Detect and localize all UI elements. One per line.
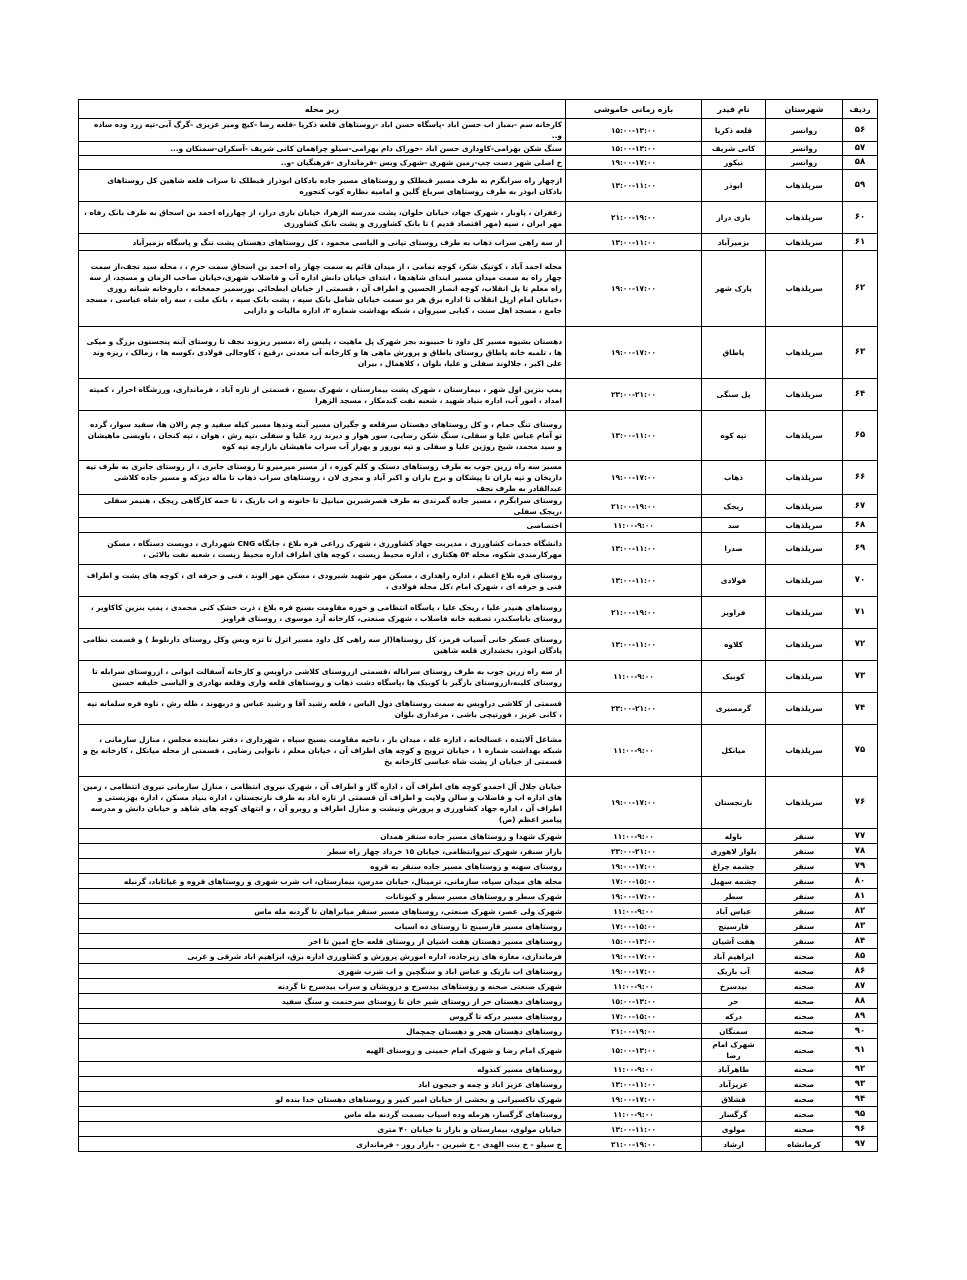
table-row	[79, 859, 878, 874]
table-row	[79, 565, 878, 597]
table-row	[79, 1137, 878, 1152]
row-area: روستاهای مسیر درکه تا گروس	[79, 1009, 566, 1024]
row-number: ۶۸	[843, 518, 878, 533]
row-city: سرپلذهاب	[766, 327, 843, 379]
row-area: محله احمد آباد ، کوتیک شکر، کوچه تمامی ، از میدان قائم به سمت چهار راه احمد بن اسحاق سمت حرم ، ، محله سید نجف،از سمت چهار راه به سمت میدان مسیر ابتدای شاهدها ، ابتدای خیابان دانش اداره آب و فاضلاب شهری،خیابان صاحب الزمان و مسجد، از سه راه معلم تا پل انقلاب، کوچه انصار الحسین و اطراف آن ، قسمتی از خیابان ابطحائی بورسمیر جمعخانه ، داروخانه شبانه روزی ،خیابان امام ازپل انقلاب تا اداره برق هر دو سمت خیابان شامل بانک سپه ، پشت بانک سپه ، بانک ملت ، سه راه شاه عباسی ، مسجد جامع ، مسجد اهل سنت ، کبابی سیروان ، شبکه بهداشت شماره ۲، اداره مالیات و دارایی	[79, 251, 566, 327]
row-time-window: ۱۱:۰۰-۹:۰۰	[566, 1107, 702, 1122]
row-city: صحنه	[766, 964, 843, 979]
row-number: ۹۷	[843, 1137, 878, 1152]
row-time-window: ۱۷:۰۰-۱۵:۰۰	[566, 874, 702, 889]
row-city: سنقر	[766, 934, 843, 949]
table-row	[79, 934, 878, 949]
row-time-window: ۱۱:۰۰-۹:۰۰	[566, 904, 702, 919]
row-time-window: ۱۱:۰۰-۹:۰۰	[566, 518, 702, 533]
row-area: کارخانه سم -بمباز اب حسن اباد -پاسگاه حسن اباد -روستاهای قلعه ذکریا -قلعه رضا -کیچ ومیر عزیزی -گرگ آبی-تپه زرد وده ساده و..	[79, 119, 566, 142]
row-area: روستاهای مسیر دهستان هفت اشیان از روستای قلعه حاج امین تا اخر	[79, 934, 566, 949]
row-city: سرپلذهاب	[766, 533, 843, 565]
row-number: ۷۵	[843, 725, 878, 777]
row-city: صحنه	[766, 1107, 843, 1122]
row-city: سرپلذهاب	[766, 411, 843, 461]
row-city: صحنه	[766, 1009, 843, 1024]
row-time-window: ۱۹:۰۰-۱۷:۰۰	[566, 964, 702, 979]
row-feeder: ذهاب	[702, 461, 766, 495]
row-feeder: کلاوه	[702, 629, 766, 661]
row-time-window: ۲۱:۰۰-۱۹:۰۰	[566, 1024, 702, 1039]
row-city: صحنه	[766, 1039, 843, 1062]
row-number: ۹۵	[843, 1107, 878, 1122]
row-feeder: فراویز	[702, 597, 766, 629]
table-row	[79, 725, 878, 777]
row-feeder: عباس آباد	[702, 904, 766, 919]
row-time-window: ۱۵:۰۰-۱۳:۰۰	[566, 994, 702, 1009]
row-feeder: باوله	[702, 829, 766, 844]
row-time-window: ۱۳:۰۰-۱۱:۰۰	[566, 565, 702, 597]
row-number: ۶۱	[843, 234, 878, 251]
header-feeder: نام فیدر	[702, 100, 766, 119]
row-city: سرپلذهاب	[766, 661, 843, 693]
row-feeder: گرگسار	[702, 1107, 766, 1122]
table-row	[79, 829, 878, 844]
row-area: روستاهای اب باریک و عباس اباد و سنگچین و اب شرب شهری	[79, 964, 566, 979]
row-feeder: عزیزآباد	[702, 1077, 766, 1092]
row-area: روستای قره بلاغ اعظم ، اداره راهداری ، مسکن مهر شهید شیرودی ، مسکن مهر الوند ، فنی و حرفه ای ، کوچه های پشت و اطراف فنی و حرفه ای ، شهرک امام ،کل محله فولادی ،	[79, 565, 566, 597]
row-area: شهرک ولی عصر، شهرک صنعتی، روستاهای مسیر سنقر میانراهان تا گردنه مله ماس	[79, 904, 566, 919]
row-area: روستاهای هنیدر علیا ، ریجک علیا ، پاسگاه انتظامی و حوزه مقاومت بسیج قره بلاغ ، ذرت خشک کنی محمدی ، پمپ بنزین کاکاویر ، روستای باباسکندر، تصفیه خانه فاضلاب ، شهرک صنعتی، کارخانه آرد موسوی ، روستای فراویز	[79, 597, 566, 629]
row-area: پمپ بنزین اول شهر ، بیمارستان ، شهرک پشت بیمارستان ، شهرک بسیج ، قسمتی از تازه آباد ، فرمانداری، ورزشگاه احرار ، کمیته امداد ، امور آب، اداره بنیاد شهید ، شعبه نفت کندمکار ، مسجد الزهرا	[79, 379, 566, 411]
row-area: بازار سنقر، شهرک نیروانتظامی، خیابان ۱۵ خرداد چهار راه سطر	[79, 844, 566, 859]
row-area: روستاهای دهستان هجر و دهستان چمچمال	[79, 1024, 566, 1039]
row-number: ۶۹	[843, 533, 878, 565]
row-time-window: ۲۳:۰۰-۲۱:۰۰	[566, 693, 702, 725]
table-body	[79, 119, 878, 1152]
row-feeder: ارشاد	[702, 1137, 766, 1152]
row-city: سنقر	[766, 844, 843, 859]
header-time: بازه زمانی خاموشی	[566, 100, 702, 119]
row-feeder: چشمه چراغ	[702, 859, 766, 874]
row-number: ۹۶	[843, 1122, 878, 1137]
row-time-window: ۱۱:۰۰-۹:۰۰	[566, 1062, 702, 1077]
row-feeder: قلعه ذکریا	[702, 119, 766, 142]
row-city: روانسر	[766, 119, 843, 142]
row-feeder: بزمیرآباد	[702, 234, 766, 251]
row-time-window: ۱۳:۰۰-۱۱:۰۰	[566, 234, 702, 251]
table-row	[79, 1039, 878, 1062]
row-area: شهرک شهدا و روستاهای مسیر جاده سنقر همدان	[79, 829, 566, 844]
row-city: سرپلذهاب	[766, 495, 843, 518]
row-feeder: هفت آشیان	[702, 934, 766, 949]
row-time-window: ۱۱:۰۰-۹:۰۰	[566, 979, 702, 994]
row-time-window: ۱۱:۰۰-۹:۰۰	[566, 661, 702, 693]
row-number: ۵۷	[843, 142, 878, 156]
row-number: ۶۲	[843, 251, 878, 327]
row-feeder: سمنگان	[702, 1024, 766, 1039]
row-area: دهستان بشیوه مسیر کل داود تا حبیبوند بجز شهرک پل ماهیت ، پلیس راه ،مسیر ریزوند نجف تا روستای آبنه پنجستون بزرگ و میکی ها ، تلمبه خانه پاطاق روستای پاطاق و پرورش ماهی ها و کارخانه آب معدنی ،رقیع ، کاوجالی فولادی ،کوسه ها ، زمالک ، ریزه وند علی اکبر ، جلالوند سفلی و علیا، بلوان ، کلاهمال ، بیران	[79, 327, 566, 379]
row-number: ۹۱	[843, 1039, 878, 1062]
row-area: ازچهار راه سرابگرم به طرف مسیر قبطلک و روستاهای مسیر جاده بادکان ابوذراز قبطلک تا سراب قلعه شاهین کل روستاهای بادکان ابوذر به طرف روستاهای سرباغ گلین و امامیه نظاره کوب کنجوره	[79, 170, 566, 202]
table-row	[79, 964, 878, 979]
row-area: مشاغل آلاینده ، غسالخانه ، اداره غله ، میدان بار ، ناحیه مقاومت بسیج سپاه ، شهرداری ، دفتر نماینده مجلس ، منازل سازمانی ، شبکه بهداشت شماره ۱ ، خیابان ترویج و کوچه های اطراف آن ، خیابان معلم ، نانوایی رضایی ، قسمتی از محله میانکل ، کارخانه یخ و قسمتی از خیابان از پشت شاه عباسی کارخانه یخ	[79, 725, 566, 777]
row-number: ۹۳	[843, 1077, 878, 1092]
row-area: محله های میدان سپاه، سازمانی، ترمینال، خیابان مدرس، بیمارستان، اب شرب شهری و روستاهای قروه و غیاثاباد، گزنبله	[79, 874, 566, 889]
row-number: ۸۳	[843, 919, 878, 934]
row-area: از سه راهی سراب ذهاب به طرف روستای تپانی و الیاسی محمود ، کل روستاهای دهستان پشت تنگ و پاسگاه بزمیرآباد	[79, 234, 566, 251]
row-feeder: کانی شریف	[702, 142, 766, 156]
row-feeder: کوبیک	[702, 661, 766, 693]
row-area: زعفران ، پاوبار ، شهرک جهاد، خیابان حلوان، پشت مدرسه الزهرا، خیابان بازی دراز، از چهارراه احمد بن اسحاق به طرف بانک رفاه ، مهر ایران ، سپه (مهر اقتصاد قدیم ) تا بانک کشاورزی و پشت بانک کشاورزی	[79, 202, 566, 234]
row-city: روانسر	[766, 142, 843, 156]
row-number: ۶۵	[843, 411, 878, 461]
header-num: ردیف	[843, 100, 878, 119]
row-time-window: ۲۱:۰۰-۱۹:۰۰	[566, 495, 702, 518]
table-row	[79, 202, 878, 234]
table-row	[79, 533, 878, 565]
row-area: سنگ شکن بهرامی-کاوداری حسن اباد -خوراک دام بهرامی-سیلو چراهمان کانی شریف -آسکران-سمنکان و...	[79, 142, 566, 156]
row-city: صحنه	[766, 1024, 843, 1039]
row-time-window: ۱۳:۰۰-۱۱:۰۰	[566, 170, 702, 202]
row-feeder: ابراهیم آباد	[702, 949, 766, 964]
row-area: خ سیلو - خ بنت الهدی - خ شیرین - بازار روز - فرمانداری	[79, 1137, 566, 1152]
table-row	[79, 889, 878, 904]
row-feeder: بازی دراز	[702, 202, 766, 234]
row-number: ۹۴	[843, 1092, 878, 1107]
row-number: ۶۷	[843, 495, 878, 518]
row-time-window: ۲۳:۰۰-۲۱:۰۰	[566, 379, 702, 411]
row-area: مسیر سه راه زرین جوب به طرف روستاهای دستک و کلم کوره ، از مسیر میرمیرو تا روستای جابری ، از روستای جابری به طرف تپه داریخان و تپه باران تا پیشکان و برخ باران و اکبر آباد و مجری لان ، روستاهای سراب ذهاب تا ماله دیزکه و مسیر جاده کلاشی عبدالقادر به طرف نجف	[79, 461, 566, 495]
row-time-window: ۱۵:۰۰-۱۳:۰۰	[566, 142, 702, 156]
row-area: روستاهای مسیر فارسینج تا روستای ده اسباب	[79, 919, 566, 934]
row-number: ۸۰	[843, 874, 878, 889]
row-number: ۵۸	[843, 156, 878, 170]
row-feeder: صدرا	[702, 533, 766, 565]
table-row	[79, 1062, 878, 1077]
row-number: ۸۶	[843, 964, 878, 979]
row-number: ۷۴	[843, 693, 878, 725]
row-time-window: ۱۷:۰۰-۱۵:۰۰	[566, 1009, 702, 1024]
row-number: ۷۱	[843, 597, 878, 629]
row-city: سرپلذهاب	[766, 251, 843, 327]
row-area: روستای سرابگرم ، مسیر جاده گمرندی به طرف قصرشیرین میانپل تا خانونه و اب باریک ، تا خمه کارگاهی ریجک ، هنیمر سفلی ،ریجک سفلی	[79, 495, 566, 518]
row-city: صحنه	[766, 1092, 843, 1107]
row-time-window: ۲۱:۰۰-۱۹:۰۰	[566, 1137, 702, 1152]
row-time-window: ۱۳:۰۰-۱۱:۰۰	[566, 411, 702, 461]
row-feeder: بلوار لاهوری	[702, 844, 766, 859]
row-feeder: قشلاق	[702, 1092, 766, 1107]
table-row	[79, 411, 878, 461]
row-city: سرپلذهاب	[766, 565, 843, 597]
row-number: ۶۰	[843, 202, 878, 234]
row-number: ۹۲	[843, 1062, 878, 1077]
row-number: ۷۶	[843, 777, 878, 829]
table-row	[79, 994, 878, 1009]
row-feeder: گرمسیری	[702, 693, 766, 725]
row-number: ۶۶	[843, 461, 878, 495]
row-time-window: ۱۵:۰۰-۱۳:۰۰	[566, 934, 702, 949]
row-time-window: ۱۹:۰۰-۱۷:۰۰	[566, 859, 702, 874]
row-feeder: آب باریک	[702, 964, 766, 979]
row-time-window: ۱۳:۰۰-۱۱:۰۰	[566, 533, 702, 565]
row-number: ۵۹	[843, 170, 878, 202]
row-number: ۷۲	[843, 629, 878, 661]
table-row	[79, 142, 878, 156]
row-feeder: نارنجستان	[702, 777, 766, 829]
row-number: ۸۷	[843, 979, 878, 994]
table-row	[79, 461, 878, 495]
table-row	[79, 327, 878, 379]
table-row	[79, 949, 878, 964]
row-area: شهرک صنعتی صحنه و روستاهای بیدسرخ و درویشان و سراب بیدسرخ تا گردنه	[79, 979, 566, 994]
row-feeder: شهرک امام رضا	[702, 1039, 766, 1062]
table-row	[79, 1024, 878, 1039]
row-time-window: ۱۵:۰۰-۱۳:۰۰	[566, 1039, 702, 1062]
table-row	[79, 661, 878, 693]
row-city: صحنه	[766, 994, 843, 1009]
row-number: ۸۵	[843, 949, 878, 964]
row-city: صحنه	[766, 979, 843, 994]
row-time-window: ۱۵:۰۰-۱۳:۰۰	[566, 119, 702, 142]
row-feeder: پل سنگی	[702, 379, 766, 411]
table-row	[79, 518, 878, 533]
row-time-window: ۱۹:۰۰-۱۷:۰۰	[566, 1092, 702, 1107]
row-city: روانسر	[766, 156, 843, 170]
row-time-window: ۱۹:۰۰-۱۷:۰۰	[566, 889, 702, 904]
row-area: خیابان جلال آل احمدو کوچه های اطراف آن ، اداره گاز و اطراف آن ، شهرک نیروی انتظامی ، منازل سازمانی نیروی انتظامی ، زمین های اداره اب و فاضلاب و سالن ولایت و اطراف آن قسمتی از تازه اباد به طرف نارنجستان ، اداره بنیاد مسکن ، اداره بهزیستی و اطراف آن ، اداره جهاد کشاورزی و پرورش ونیشت و منازل اطراف و روبرو آن ، و انتهای کوچه های شاهد و خیابان دانش و مدرسه پیامبر اعظم (ص)	[79, 777, 566, 829]
row-city: سرپلذهاب	[766, 597, 843, 629]
row-time-window: ۱۹:۰۰-۱۷:۰۰	[566, 156, 702, 170]
row-feeder: فارسینج	[702, 919, 766, 934]
row-area: خ اصلی شهر دست چپ-زمین شهری -شهرک وبس -فرمانداری -فرهنگیان -و..	[79, 156, 566, 170]
row-number: ۸۸	[843, 994, 878, 1009]
row-feeder: سطر	[702, 889, 766, 904]
row-city: سرپلذهاب	[766, 461, 843, 495]
row-city: صحنه	[766, 1077, 843, 1092]
row-area: دانشگاه خدمات کشاورزی ، مدیریت جهاد کشاورزی ، شهرک زراعی قره بلاغ ، جایگاه CNG شهرداری ، دویست دستگاه ، مسکن مهرکارمندی شکوه، محله ۵۴ هکتاری ، اداره محیط زیست ، کوچه های اطراف اداره محیط زیست ، شعبه نفت بالائی ،	[79, 533, 566, 565]
outage-schedule-sheet	[78, 99, 877, 1152]
row-number: ۵۶	[843, 119, 878, 142]
row-area: فرمانداری، مغازه های زیرجاده، اداره اموزش پرورش و کشاورزی اداره برق، ابراهیم اباد شرقی و غربی	[79, 949, 566, 964]
row-number: ۷۹	[843, 859, 878, 874]
row-area: از سه راه زرین جوب به طرف روستای سراباله ،قسمتی ازروستای کلاشی دراویس و کارخانه آسفالت ایوانی ، ازروستای سرابله تا روستای کلینه،ازروستای بازگیر با کوبیک ها ،پاسگاه دشت ذهاب و روستاهای قلعه واری وقلعه بهادری و الیاسی خلیفه حسین	[79, 661, 566, 693]
row-city: سرپلذهاب	[766, 629, 843, 661]
row-time-window: ۱۳:۰۰-۱۱:۰۰	[566, 1077, 702, 1092]
row-number: ۷۳	[843, 661, 878, 693]
row-feeder: میانکل	[702, 725, 766, 777]
header-city: شهرستان	[766, 100, 843, 119]
row-time-window: ۱۹:۰۰-۱۷:۰۰	[566, 949, 702, 964]
row-feeder: ریجک	[702, 495, 766, 518]
row-time-window: ۱۹:۰۰-۱۷:۰۰	[566, 461, 702, 495]
row-city: سرپلذهاب	[766, 725, 843, 777]
table-row	[79, 844, 878, 859]
table-row	[79, 904, 878, 919]
table-row	[79, 919, 878, 934]
row-time-window: ۱۳:۰۰-۱۱:۰۰	[566, 1122, 702, 1137]
row-time-window: ۱۳:۰۰-۱۱:۰۰	[566, 629, 702, 661]
table-row	[79, 597, 878, 629]
table-row	[79, 251, 878, 327]
row-area: شهرک امام رضا و شهرک امام خمینی و روستای الهیه	[79, 1039, 566, 1062]
row-city: سنقر	[766, 829, 843, 844]
row-time-window: ۱۹:۰۰-۱۷:۰۰	[566, 251, 702, 327]
row-area: روستای عسکر خانی آسیاب قرمز، کل روستاها(از سه راهی کل داود مسیر اترل تا تزه ویس وکل روستای دارنلوط ) و قسمت نظامی پادگان ابوذر، بخشداری قلعه شاهین	[79, 629, 566, 661]
row-city: سنقر	[766, 874, 843, 889]
table-row	[79, 777, 878, 829]
row-feeder: پاطاق	[702, 327, 766, 379]
row-area: روستای سهنه و روستاهای مسیر جاده سنقر به قروه	[79, 859, 566, 874]
table-row	[79, 379, 878, 411]
row-number: ۷۸	[843, 844, 878, 859]
row-area: روستاهای عزیز اباد و چمه و جیجون اباد	[79, 1077, 566, 1092]
row-feeder: ابوذر	[702, 170, 766, 202]
row-time-window: ۱۷:۰۰-۱۵:۰۰	[566, 919, 702, 934]
row-area: روستاهای دهستان حر از روستای شیر خان تا روستای سرخنمت و سنگ سفید	[79, 994, 566, 1009]
row-feeder: سد	[702, 518, 766, 533]
table-row	[79, 1092, 878, 1107]
row-city: سرپلذهاب	[766, 379, 843, 411]
header-area: زیر محله	[79, 100, 566, 119]
row-feeder: مولوی	[702, 1122, 766, 1137]
row-number: ۹۰	[843, 1024, 878, 1039]
row-number: ۶۴	[843, 379, 878, 411]
row-feeder: چشمه سهیل	[702, 874, 766, 889]
row-area: روستاهای مسیر کندوله	[79, 1062, 566, 1077]
table-row	[79, 1009, 878, 1024]
row-city: سنقر	[766, 889, 843, 904]
row-feeder: پارک شهر	[702, 251, 766, 327]
row-area: شهرک سطر و روستاهای مسیر سطر و کیونانات	[79, 889, 566, 904]
row-number: ۸۴	[843, 934, 878, 949]
row-area: قسمتی از کلاشی دراویس به سمت روستاهای دول الیاس ، قلعه رشید آقا و رشید عباس و دربهوند ، طله رش ، تاوه قره سلمانه تپه ، کانی عزیز ، فورتیچی باشی ، مرغداری بلوان	[79, 693, 566, 725]
outage-table	[78, 99, 878, 1152]
table-row	[79, 495, 878, 518]
row-city: سرپلذهاب	[766, 202, 843, 234]
row-feeder: درکه	[702, 1009, 766, 1024]
row-city: سرپلذهاب	[766, 777, 843, 829]
table-row	[79, 874, 878, 889]
table-row	[79, 693, 878, 725]
table-row	[79, 1107, 878, 1122]
row-feeder: حر	[702, 994, 766, 1009]
row-city: سنقر	[766, 859, 843, 874]
row-city: صحنه	[766, 949, 843, 964]
row-city: سنقر	[766, 904, 843, 919]
row-time-window: ۲۳:۰۰-۲۱:۰۰	[566, 844, 702, 859]
row-time-window: ۲۱:۰۰-۱۹:۰۰	[566, 202, 702, 234]
row-number: ۶۳	[843, 327, 878, 379]
row-city: کرمانشاه	[766, 1137, 843, 1152]
row-city: سرپلذهاب	[766, 693, 843, 725]
row-time-window: ۱۱:۰۰-۹:۰۰	[566, 725, 702, 777]
row-city: سرپلذهاب	[766, 234, 843, 251]
table-row	[79, 119, 878, 142]
row-time-window: ۱۹:۰۰-۱۷:۰۰	[566, 777, 702, 829]
table-row	[79, 629, 878, 661]
table-row	[79, 156, 878, 170]
row-city: صحنه	[766, 1122, 843, 1137]
row-time-window: ۱۱:۰۰-۹:۰۰	[566, 829, 702, 844]
row-time-window: ۱۹:۰۰-۱۷:۰۰	[566, 327, 702, 379]
row-feeder: تپه کوه	[702, 411, 766, 461]
row-number: ۷۷	[843, 829, 878, 844]
row-city: سرپلذهاب	[766, 518, 843, 533]
row-time-window: ۲۱:۰۰-۱۹:۰۰	[566, 597, 702, 629]
row-number: ۸۱	[843, 889, 878, 904]
row-number: ۸۹	[843, 1009, 878, 1024]
table-row	[79, 170, 878, 202]
row-city: سرپلذهاب	[766, 170, 843, 202]
row-area: شهرک تاکسیرانی و بخشی از خیابان امیر کبیر و روستاهای دهستان خدا بنده لو	[79, 1092, 566, 1107]
row-number: ۸۲	[843, 904, 878, 919]
row-feeder: بیدسرخ	[702, 979, 766, 994]
row-feeder: نیکور	[702, 156, 766, 170]
row-area: روستاهای گرگسار، هرمله وده اسیاب بسمت گردنه مله ماس	[79, 1107, 566, 1122]
row-city: سنقر	[766, 919, 843, 934]
row-feeder: طاهرآباد	[702, 1062, 766, 1077]
table-header-row	[79, 100, 878, 119]
table-row	[79, 979, 878, 994]
table-row	[79, 1122, 878, 1137]
row-area: اختصاصی	[79, 518, 566, 533]
row-number: ۷۰	[843, 565, 878, 597]
row-area: روستای تنگ حمام ، و کل روستاهای دهستان سرقلعه و جگیران مسیر آبنه وندها مسیر کیله سفید و چم زالان ها، سفید سوار، گرده تو آمام عباس علیا و سفلی، سنگ شکن رضایی، سور هوار و دیرند زرد علیا و سفلی ،تپه رش ، هوان ، تپه کنجان ، باویسی ماهیشان و سید محمد، شیخ روژین علیا و سفلی و تپه نوروز و بهراز آب سراب ماهیشان بازارچه تپه کوه	[79, 411, 566, 461]
row-feeder: فولادی	[702, 565, 766, 597]
row-area: خیابان مولوی، بیمارستان و بازار تا خیابان ۴۰ متری	[79, 1122, 566, 1137]
row-city: صحنه	[766, 1062, 843, 1077]
table-row	[79, 1077, 878, 1092]
table-row	[79, 234, 878, 251]
